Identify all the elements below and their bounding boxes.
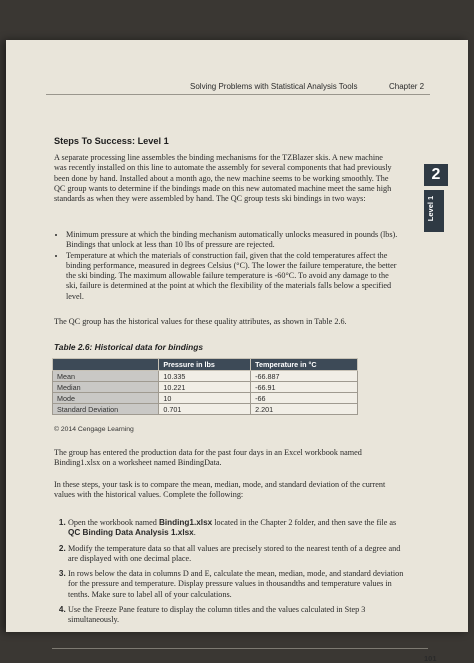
intro-paragraph: A separate processing line assembles the binding mechanisms for the TZBlazer skis. A new machine was recently installed on this line to automate the assembly for several components that had previously been done by hand. Installed about a month ago, the new machine seems to be working smoothly. The QC group wants to determine if the bindings made on this new automated machine meet the same high standards as when they were assembled by hand. The QC group tests ski bindings in two ways: — [54, 153, 392, 204]
step-item: 3. In rows below the data in columns D and E, calculate the mean, median, mode, and standard deviation for the pressure and temperature. Display pressure values in thousandths and temperature values in tenths. Make sure to label all of your calculations. — [68, 569, 404, 600]
table-header-cell: Temperature in °C — [251, 359, 358, 371]
test-bullets — [54, 230, 402, 302]
row-label: Median — [53, 382, 159, 393]
task-paragraph: In these steps, your task is to compare the mean, median, mode, and standard deviation of the current values with the historical values. Complete the following: — [54, 480, 386, 500]
table-row — [53, 393, 358, 404]
chapter-tab: 2 — [424, 164, 448, 186]
table-cell: -66 — [251, 393, 358, 404]
table-intro: The QC group has the historical values for these quality attributes, as shown in Table 2.6. — [54, 317, 347, 326]
row-label: Mode — [53, 393, 159, 404]
step-item: 1. Open the workbook named Binding1.xlsx located in the Chapter 2 folder, and then save the file as QC Binding Data Analysis 1.xlsx. — [68, 518, 404, 539]
bullet-temperature: • Temperature at which the materials of construction fail, given that the cold temperatures affect the binding performance, measured in degrees Celsius (°C). The lower the failure temperature, the better the ski binding. The maximum allowable failure temperature is -60°C. To avoid any damage to the ski, failure is determined at the point at which the flexibility of the materials falls below a specified level. — [66, 251, 402, 302]
textbook-page — [6, 40, 468, 663]
step-item: 2. Modify the temperature data so that all values are precisely stored to the nearest tenth of a degree and are displayed with one decimal place. — [68, 544, 404, 565]
table-cell: 2.201 — [251, 404, 358, 415]
table-header-row — [53, 359, 358, 371]
header-title: Solving Problems with Statistical Analysis Tools — [190, 82, 358, 91]
table-cell: -66.887 — [251, 371, 358, 382]
table-cell: 10.335 — [159, 371, 251, 382]
table-header-cell: Pressure in lbs — [159, 359, 251, 371]
table-row — [53, 404, 358, 415]
table-row — [53, 371, 358, 382]
historical-data-table — [52, 358, 358, 415]
bullet-pressure: • Minimum pressure at which the binding mechanism automatically unlocks measured in pounds (lbs). Bindings that unlock at less than 10 lbs of pressure are rejected. — [66, 230, 402, 251]
header-rule — [46, 94, 430, 95]
table-credit: © 2014 Cengage Learning — [54, 426, 134, 433]
steps-list — [54, 518, 404, 631]
level-tab — [424, 190, 444, 232]
running-header — [6, 80, 468, 94]
workbook-paragraph: The group has entered the production data for the past four days in an Excel workbook named Binding1.xlsx on a worksheet named BindingData. — [54, 448, 362, 468]
table-cell: 0.701 — [159, 404, 251, 415]
page-number: 101 — [424, 654, 437, 663]
table-cell: 10 — [159, 393, 251, 404]
level-tab-label: Level 1 — [426, 195, 436, 222]
footer-rule — [52, 648, 428, 649]
step-item: 4. Use the Freeze Pane feature to display the column titles and the values calculated in Step 3 simultaneously. — [68, 605, 404, 626]
table-cell: 10.221 — [159, 382, 251, 393]
table-cell: -66.91 — [251, 382, 358, 393]
table-header-cell — [53, 359, 159, 371]
row-label: Standard Deviation — [53, 404, 159, 415]
header-chapter: Chapter 2 — [389, 82, 425, 91]
table-row — [53, 382, 358, 393]
row-label: Mean — [53, 371, 159, 382]
section-title: Steps To Success: Level 1 — [54, 136, 169, 146]
table-caption: Table 2.6: Historical data for bindings — [54, 342, 204, 352]
